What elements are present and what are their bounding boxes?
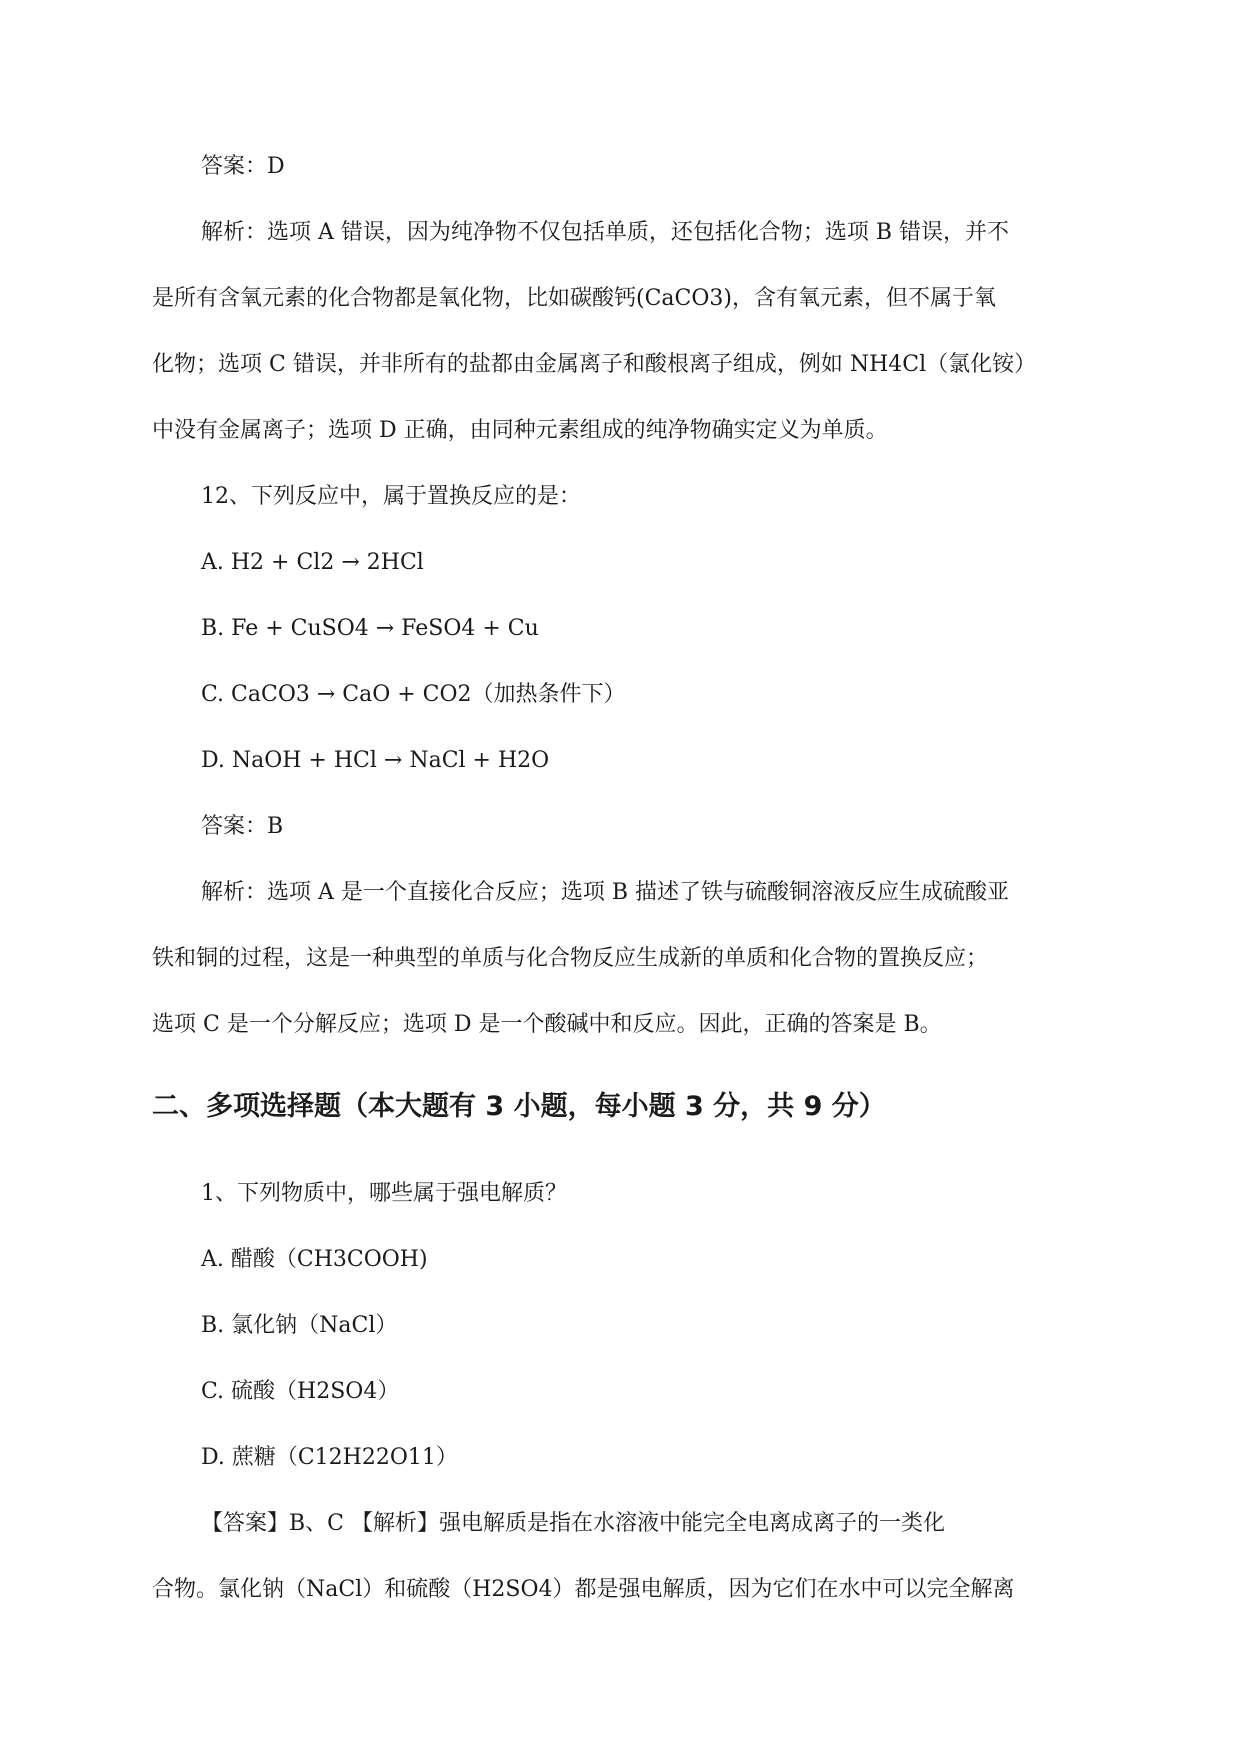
- analysis-line: 解析：选项 A 是一个直接化合反应；选项 B 描述了铁与硫酸铜溶液反应生成硫酸亚: [201, 880, 1010, 905]
- analysis-line: 化物；选项 C 错误，并非所有的盐都由金属离子和酸根离子组成，例如 NH4Cl（氯化铵）: [152, 352, 1037, 377]
- option-d: D. NaOH + HCl → NaCl + H2O: [201, 748, 550, 773]
- answer-line: 答案：B: [201, 814, 284, 839]
- option-a: A. H2 + Cl2 → 2HCl: [201, 550, 424, 575]
- answer-analysis-line: 合物。氯化钠（NaCl）和硫酸（H2SO4）都是强电解质，因为它们在水中可以完全解离: [152, 1577, 1015, 1602]
- answer-line: 答案：D: [201, 154, 285, 179]
- analysis-line: 是所有含氧元素的化合物都是氧化物，比如碳酸钙(CaCO3)，含有氧元素，但不属于氧: [152, 286, 996, 311]
- option-b: B. 氯化钠（NaCl）: [201, 1313, 398, 1338]
- analysis-line: 中没有金属离子；选项 D 正确，由同种元素组成的纯净物确实定义为单质。: [152, 418, 888, 443]
- analysis-line: 铁和铜的过程，这是一种典型的单质与化合物反应生成新的单质和化合物的置换反应；: [152, 946, 989, 971]
- section-heading: 二、多项选择题（本大题有 3 小题，每小题 3 分，共 9 分）: [152, 1091, 886, 1122]
- option-c: C. CaCO3 → CaO + CO2（加热条件下）: [201, 682, 626, 707]
- option-c: C. 硫酸（H2SO4）: [201, 1379, 400, 1404]
- question-stem: 1、下列物质中，哪些属于强电解质？: [201, 1181, 567, 1206]
- question-stem: 12、下列反应中，属于置换反应的是：: [201, 484, 581, 509]
- analysis-line: 解析：选项 A 错误，因为纯净物不仅包括单质，还包括化合物；选项 B 错误，并不: [201, 220, 1010, 245]
- option-d: D. 蔗糖（C12H22O11）: [201, 1445, 458, 1470]
- analysis-line: 选项 C 是一个分解反应；选项 D 是一个酸碱中和反应。因此，正确的答案是 B。: [152, 1012, 942, 1037]
- answer-analysis-line: 【答案】B、C 【解析】强电解质是指在水溶液中能完全电离成离子的一类化: [201, 1511, 945, 1536]
- option-a: A. 醋酸（CH3COOH): [201, 1247, 428, 1272]
- option-b: B. Fe + CuSO4 → FeSO4 + Cu: [201, 616, 539, 641]
